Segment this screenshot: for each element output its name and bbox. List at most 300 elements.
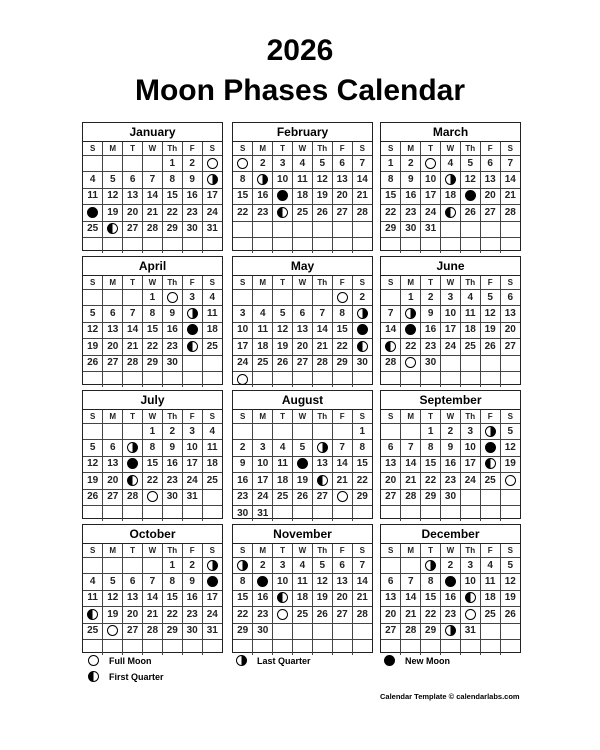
day-cell: 13 <box>381 590 401 606</box>
weekday-header: M <box>253 410 273 424</box>
day-cell <box>460 355 480 371</box>
day-cell <box>202 355 222 371</box>
weekday-header: T <box>123 544 143 558</box>
day-cell: 8 <box>143 440 163 456</box>
day-cell: 20 <box>500 322 520 338</box>
weekday-header: S <box>83 276 103 290</box>
day-cell: 22 <box>143 473 163 489</box>
day-cell: 6 <box>480 156 500 172</box>
day-cell <box>421 156 441 172</box>
weekday-header: F <box>332 410 352 424</box>
day-cell: 7 <box>332 440 352 456</box>
day-cell <box>83 205 103 221</box>
day-cell: 5 <box>103 574 123 590</box>
weekday-header: M <box>401 544 421 558</box>
calendar-year: 2026 <box>266 34 334 67</box>
day-cell: 11 <box>202 440 222 456</box>
day-cell: 20 <box>381 473 401 489</box>
weekday-header: M <box>253 544 273 558</box>
day-cell: 18 <box>273 473 293 489</box>
day-cell <box>143 237 163 253</box>
weekday-header: Th <box>162 544 182 558</box>
day-cell: 27 <box>103 489 123 505</box>
day-cell: 2 <box>253 558 273 574</box>
day-cell <box>293 424 313 440</box>
full-moon-icon <box>505 475 516 486</box>
day-cell <box>352 237 372 253</box>
day-cell <box>381 639 401 655</box>
day-cell: 6 <box>332 156 352 172</box>
day-cell: 12 <box>103 188 123 204</box>
day-cell <box>253 290 273 306</box>
day-cell <box>312 623 332 639</box>
weekday-header: M <box>103 276 123 290</box>
day-cell <box>162 639 182 655</box>
day-cell <box>401 505 421 521</box>
day-cell: 4 <box>83 172 103 188</box>
weekday-header: T <box>421 276 441 290</box>
day-cell <box>500 639 520 655</box>
weekday-header: W <box>441 410 461 424</box>
day-cell <box>480 440 500 456</box>
month-name: February <box>233 123 372 142</box>
day-cell: 7 <box>381 306 401 322</box>
day-cell: 16 <box>162 456 182 472</box>
day-cell: 22 <box>401 339 421 355</box>
day-cell: 30 <box>253 623 273 639</box>
day-cell: 25 <box>460 339 480 355</box>
day-cell: 7 <box>401 574 421 590</box>
day-cell <box>202 574 222 590</box>
weekday-header: T <box>273 544 293 558</box>
day-cell: 20 <box>123 205 143 221</box>
day-cell <box>352 339 372 355</box>
day-cell: 13 <box>103 322 123 338</box>
day-cell <box>273 237 293 253</box>
day-cell: 26 <box>312 205 332 221</box>
day-cell <box>421 237 441 253</box>
day-cell <box>401 639 421 655</box>
day-cell: 9 <box>421 306 441 322</box>
day-cell: 18 <box>293 188 313 204</box>
day-cell: 27 <box>123 221 143 237</box>
day-cell: 2 <box>182 156 202 172</box>
day-cell: 19 <box>500 590 520 606</box>
day-cell: 28 <box>123 355 143 371</box>
day-cell <box>162 290 182 306</box>
day-cell <box>500 355 520 371</box>
day-cell: 25 <box>253 355 273 371</box>
full-moon-icon <box>147 491 158 502</box>
day-cell <box>460 639 480 655</box>
weekday-header: W <box>143 544 163 558</box>
day-cell <box>500 221 520 237</box>
day-cell <box>293 456 313 472</box>
day-cell: 13 <box>312 456 332 472</box>
day-cell <box>480 371 500 387</box>
weekday-header: F <box>480 410 500 424</box>
day-cell <box>103 371 123 387</box>
weekday-header: Th <box>312 410 332 424</box>
day-cell: 23 <box>162 339 182 355</box>
day-cell <box>460 505 480 521</box>
new-moon-icon <box>277 190 288 201</box>
day-cell: 4 <box>441 156 461 172</box>
full-moon-icon <box>405 357 416 368</box>
day-cell <box>352 306 372 322</box>
day-cell: 21 <box>332 473 352 489</box>
day-cell: 5 <box>480 290 500 306</box>
day-cell: 24 <box>253 489 273 505</box>
day-cell <box>441 371 461 387</box>
first-quarter-icon <box>485 458 496 469</box>
day-cell: 15 <box>162 590 182 606</box>
day-cell <box>401 237 421 253</box>
month-october <box>82 524 223 653</box>
day-cell: 26 <box>83 355 103 371</box>
day-cell: 7 <box>352 558 372 574</box>
month-name: July <box>83 391 222 410</box>
day-cell: 6 <box>123 172 143 188</box>
day-cell <box>202 558 222 574</box>
last-quarter-icon <box>357 308 368 319</box>
day-cell: 12 <box>500 440 520 456</box>
day-cell <box>332 424 352 440</box>
month-april <box>82 256 223 385</box>
day-cell: 15 <box>352 456 372 472</box>
day-cell: 23 <box>182 205 202 221</box>
weekday-header: W <box>293 544 313 558</box>
day-cell: 27 <box>332 607 352 623</box>
day-cell: 10 <box>460 440 480 456</box>
legend-first-quarter <box>88 671 164 682</box>
day-cell <box>401 322 421 338</box>
day-cell: 15 <box>143 456 163 472</box>
day-cell: 17 <box>441 322 461 338</box>
day-cell: 1 <box>162 156 182 172</box>
day-cell: 11 <box>83 590 103 606</box>
day-cell: 18 <box>441 188 461 204</box>
day-cell: 19 <box>312 590 332 606</box>
day-cell: 26 <box>293 489 313 505</box>
first-quarter-icon <box>87 609 98 620</box>
day-cell: 17 <box>253 473 273 489</box>
day-cell <box>332 237 352 253</box>
weekday-header: Th <box>460 544 480 558</box>
first-quarter-icon <box>317 475 328 486</box>
month-name: August <box>233 391 372 410</box>
legend-label: Full Moon <box>109 655 152 666</box>
day-cell: 20 <box>103 339 123 355</box>
day-cell: 5 <box>83 440 103 456</box>
day-cell <box>253 639 273 655</box>
day-cell: 23 <box>233 489 253 505</box>
legend-label: First Quarter <box>109 671 164 682</box>
weekday-header: T <box>421 410 441 424</box>
day-cell: 19 <box>480 322 500 338</box>
day-cell: 17 <box>202 188 222 204</box>
day-cell <box>381 505 401 521</box>
new-moon-icon <box>297 458 308 469</box>
day-cell <box>500 623 520 639</box>
day-cell: 30 <box>401 221 421 237</box>
day-cell: 3 <box>273 558 293 574</box>
day-cell <box>401 306 421 322</box>
day-cell: 19 <box>293 473 313 489</box>
day-cell: 8 <box>332 306 352 322</box>
day-cell: 14 <box>352 172 372 188</box>
month-august <box>232 390 373 519</box>
full-moon-icon <box>465 609 476 620</box>
day-cell: 5 <box>312 558 332 574</box>
weekday-header: Th <box>312 142 332 156</box>
weekday-header: M <box>401 276 421 290</box>
weekday-header: F <box>182 142 202 156</box>
day-cell <box>202 156 222 172</box>
day-cell: 28 <box>401 623 421 639</box>
day-cell <box>273 371 293 387</box>
day-cell <box>83 424 103 440</box>
weekday-header: S <box>381 410 401 424</box>
new-moon-icon <box>465 190 476 201</box>
last-quarter-icon <box>127 442 138 453</box>
last-quarter-icon <box>445 174 456 185</box>
weekday-header: W <box>143 410 163 424</box>
day-cell <box>143 489 163 505</box>
day-cell <box>480 424 500 440</box>
day-cell: 21 <box>401 607 421 623</box>
weekday-header: T <box>421 544 441 558</box>
day-cell: 10 <box>273 172 293 188</box>
day-cell: 19 <box>83 339 103 355</box>
day-cell: 11 <box>253 322 273 338</box>
weekday-header: F <box>332 544 352 558</box>
day-cell: 17 <box>233 339 253 355</box>
month-may <box>232 256 373 385</box>
weekday-header: S <box>352 142 372 156</box>
day-cell: 24 <box>460 473 480 489</box>
day-cell: 5 <box>312 156 332 172</box>
day-cell <box>293 371 313 387</box>
day-cell <box>143 371 163 387</box>
day-cell: 25 <box>273 489 293 505</box>
day-cell <box>500 489 520 505</box>
day-cell: 29 <box>332 355 352 371</box>
weekday-header: S <box>83 544 103 558</box>
day-cell: 11 <box>293 574 313 590</box>
day-cell <box>202 489 222 505</box>
day-cell: 30 <box>162 355 182 371</box>
day-cell <box>352 221 372 237</box>
day-cell: 24 <box>441 339 461 355</box>
day-cell <box>441 205 461 221</box>
day-cell: 16 <box>441 590 461 606</box>
day-cell <box>421 558 441 574</box>
day-cell: 18 <box>202 456 222 472</box>
day-cell <box>312 639 332 655</box>
day-cell: 8 <box>352 440 372 456</box>
day-cell <box>123 290 143 306</box>
weekday-header: Th <box>312 276 332 290</box>
day-cell: 3 <box>182 290 202 306</box>
day-cell: 28 <box>352 205 372 221</box>
day-cell: 25 <box>202 473 222 489</box>
day-cell: 2 <box>162 424 182 440</box>
day-cell: 11 <box>83 188 103 204</box>
day-cell: 10 <box>273 574 293 590</box>
day-cell: 5 <box>500 424 520 440</box>
weekday-header: F <box>332 276 352 290</box>
day-cell: 5 <box>273 306 293 322</box>
day-cell: 31 <box>460 623 480 639</box>
day-cell: 23 <box>253 607 273 623</box>
day-cell: 27 <box>103 355 123 371</box>
day-cell <box>253 237 273 253</box>
weekday-header: S <box>202 142 222 156</box>
day-cell: 23 <box>421 339 441 355</box>
day-cell: 8 <box>421 574 441 590</box>
day-cell: 16 <box>253 188 273 204</box>
day-cell <box>500 237 520 253</box>
page-title: Moon Phases Calendar <box>134 74 466 107</box>
day-cell: 5 <box>460 156 480 172</box>
day-cell <box>202 172 222 188</box>
day-cell: 4 <box>293 558 313 574</box>
day-cell <box>273 188 293 204</box>
weekday-header: W <box>293 142 313 156</box>
day-cell: 24 <box>202 607 222 623</box>
weekday-header: W <box>441 142 461 156</box>
day-cell: 6 <box>293 306 313 322</box>
full-moon-icon <box>337 491 348 502</box>
day-cell: 23 <box>253 205 273 221</box>
day-cell: 30 <box>182 221 202 237</box>
day-cell <box>480 221 500 237</box>
month-name: January <box>83 123 222 142</box>
day-cell: 7 <box>500 156 520 172</box>
day-cell <box>123 440 143 456</box>
day-cell: 10 <box>460 574 480 590</box>
day-cell: 27 <box>381 489 401 505</box>
day-cell <box>312 221 332 237</box>
day-cell: 25 <box>480 607 500 623</box>
day-cell: 21 <box>352 188 372 204</box>
day-cell <box>352 505 372 521</box>
day-cell <box>273 221 293 237</box>
day-cell: 13 <box>500 306 520 322</box>
weekday-header: F <box>182 276 202 290</box>
day-cell: 26 <box>312 607 332 623</box>
day-cell: 13 <box>123 590 143 606</box>
day-cell: 6 <box>381 574 401 590</box>
day-cell: 22 <box>233 205 253 221</box>
day-cell <box>401 424 421 440</box>
weekday-header: F <box>182 410 202 424</box>
day-cell: 1 <box>143 424 163 440</box>
day-cell <box>83 156 103 172</box>
day-cell <box>202 639 222 655</box>
day-cell: 28 <box>352 607 372 623</box>
day-cell: 18 <box>460 322 480 338</box>
full-moon-icon <box>237 374 248 385</box>
day-cell <box>312 237 332 253</box>
day-cell <box>293 639 313 655</box>
weekday-header: S <box>202 276 222 290</box>
weekday-header: Th <box>460 142 480 156</box>
day-cell <box>352 322 372 338</box>
day-cell <box>103 424 123 440</box>
full-moon-icon <box>337 292 348 303</box>
weekday-header: S <box>500 276 520 290</box>
day-cell: 28 <box>381 355 401 371</box>
day-cell: 1 <box>401 290 421 306</box>
day-cell: 27 <box>381 623 401 639</box>
new-moon-icon <box>485 442 496 453</box>
day-cell <box>123 371 143 387</box>
weekday-header: M <box>253 142 273 156</box>
first-quarter-icon <box>107 223 118 234</box>
day-cell <box>460 188 480 204</box>
full-moon-icon <box>237 158 248 169</box>
day-cell: 11 <box>202 306 222 322</box>
day-cell: 9 <box>401 172 421 188</box>
day-cell <box>182 339 202 355</box>
day-cell: 9 <box>182 574 202 590</box>
day-cell <box>421 371 441 387</box>
day-cell: 10 <box>233 322 253 338</box>
day-cell: 13 <box>123 188 143 204</box>
day-cell <box>143 156 163 172</box>
day-cell: 14 <box>143 590 163 606</box>
day-cell: 13 <box>293 322 313 338</box>
day-cell: 9 <box>162 440 182 456</box>
day-cell: 29 <box>421 623 441 639</box>
day-cell <box>332 623 352 639</box>
day-cell: 28 <box>143 221 163 237</box>
day-cell: 3 <box>182 424 202 440</box>
day-cell <box>253 221 273 237</box>
day-cell: 3 <box>441 290 461 306</box>
month-march <box>380 122 521 251</box>
day-cell: 29 <box>162 221 182 237</box>
day-cell: 7 <box>312 306 332 322</box>
day-cell: 28 <box>500 205 520 221</box>
day-cell: 14 <box>332 456 352 472</box>
day-cell: 14 <box>500 172 520 188</box>
day-cell: 15 <box>143 322 163 338</box>
day-cell <box>381 237 401 253</box>
day-cell <box>381 371 401 387</box>
day-cell: 22 <box>381 205 401 221</box>
last-quarter-icon <box>485 426 496 437</box>
last-quarter-icon <box>187 308 198 319</box>
day-cell <box>401 558 421 574</box>
day-cell: 7 <box>401 440 421 456</box>
day-cell: 23 <box>441 473 461 489</box>
month-february <box>232 122 373 251</box>
weekday-header: F <box>480 142 500 156</box>
month-december <box>380 524 521 653</box>
day-cell: 21 <box>143 607 163 623</box>
day-cell: 22 <box>421 473 441 489</box>
day-cell <box>480 505 500 521</box>
new-moon-icon <box>207 576 218 587</box>
day-cell: 21 <box>143 205 163 221</box>
day-cell: 28 <box>401 489 421 505</box>
day-cell <box>332 505 352 521</box>
day-cell: 16 <box>233 473 253 489</box>
day-cell: 29 <box>233 623 253 639</box>
